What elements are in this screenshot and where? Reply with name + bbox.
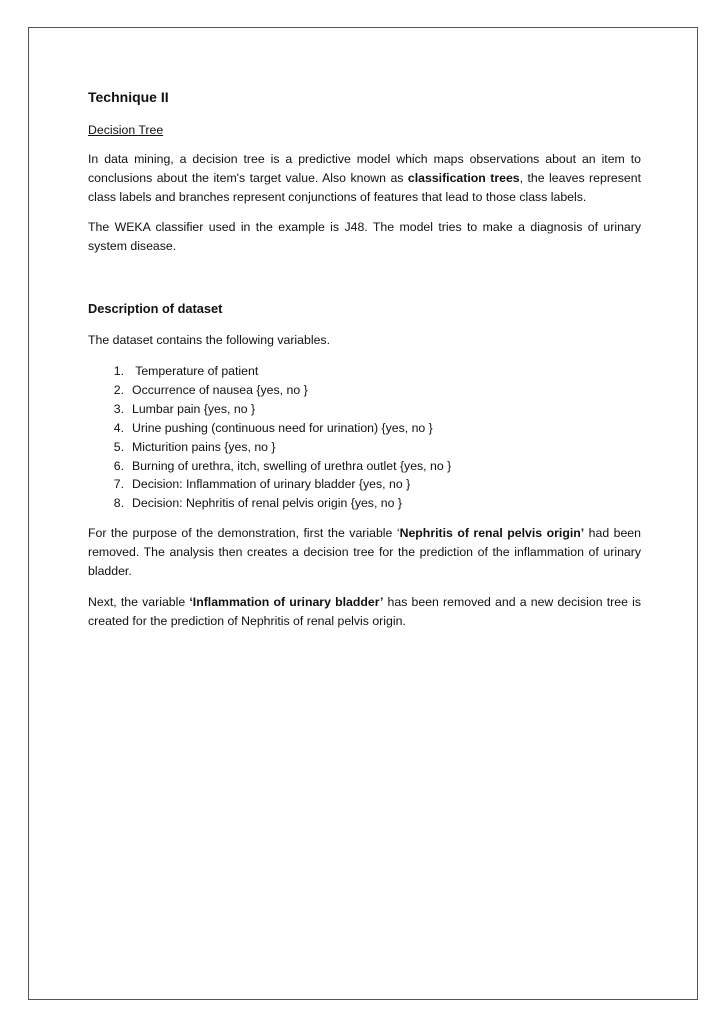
- list-number: 8.: [113, 496, 124, 511]
- list-item: [88, 438, 641, 457]
- intro-text-end: , the leaves represent class labels and branches represent conjunctions of features that lead to those class labels.: [88, 171, 641, 204]
- document-body: [88, 87, 641, 631]
- variable-list: [88, 362, 641, 513]
- second-analysis-text-end: has been removed and a new decision tree is created for the prediction of Nephritis of renal pelvis origin.: [88, 595, 641, 629]
- list-item: [88, 494, 641, 513]
- list-item: [88, 381, 641, 400]
- first-analysis-text-end: had been removed. The analysis then creates a decision tree for the prediction of the inflammation of urinary bladder.: [88, 526, 641, 579]
- section-subtitle: Decision Tree: [88, 123, 164, 137]
- list-item: [88, 362, 641, 381]
- intro-paragraph: [88, 150, 641, 207]
- dataset-intro: The dataset contains the following variables.: [88, 333, 330, 347]
- list-item: [88, 419, 641, 438]
- intro-text-start: In data mining, a decision tree is a predictive model which maps observations about an item to conclusions about the item's target value. Also known as: [88, 152, 641, 185]
- list-number: 5.: [113, 439, 124, 454]
- list-text: Urine pushing (continuous need for urination) {yes, no }: [132, 420, 433, 435]
- list-number: 3.: [113, 401, 124, 416]
- list-item: [88, 475, 641, 494]
- second-analysis-bold-term: ‘Inflammation of urinary bladder’: [189, 595, 384, 610]
- list-number: 4.: [113, 420, 124, 435]
- list-number: 1.: [113, 364, 124, 378]
- second-analysis-paragraph: [88, 593, 641, 631]
- list-text: Decision: Inflammation of urinary bladder {yes, no }: [132, 477, 411, 492]
- list-number: 6.: [113, 458, 124, 473]
- list-text: Temperature of patient: [132, 364, 259, 378]
- list-text: Burning of urethra, itch, swelling of urethra outlet {yes, no }: [132, 458, 452, 473]
- list-item: [88, 400, 641, 419]
- intro-bold-term: classification trees: [407, 171, 520, 185]
- list-number: 2.: [113, 382, 124, 397]
- list-item: [88, 457, 641, 476]
- list-text: Micturition pains {yes, no }: [132, 439, 276, 454]
- classifier-paragraph: The WEKA classifier used in the example is J48. The model tries to make a diagnosis of urinary system disease.: [88, 220, 641, 253]
- list-text: Lumbar pain {yes, no }: [132, 401, 256, 416]
- first-analysis-bold-term: Nephritis of renal pelvis origin’: [399, 526, 585, 541]
- dataset-heading: Description of dataset: [88, 301, 223, 316]
- list-text: Decision: Nephritis of renal pelvis origin {yes, no }: [132, 496, 402, 511]
- list-number: 7.: [113, 477, 124, 492]
- list-text: Occurrence of nausea {yes, no }: [132, 382, 308, 397]
- first-analysis-paragraph: [88, 524, 641, 581]
- page-title: Technique II: [88, 89, 169, 105]
- first-analysis-text-start: For the purpose of the demonstration, first the variable ‘: [88, 526, 400, 541]
- second-analysis-text-start: Next, the variable: [88, 595, 190, 610]
